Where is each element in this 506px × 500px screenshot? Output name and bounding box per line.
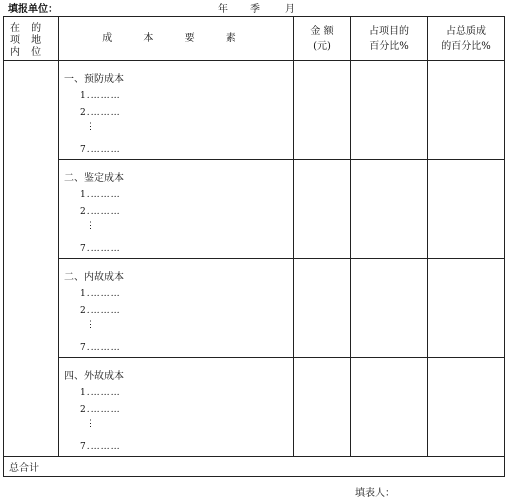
vertical-ellipsis: ⋮ [86, 122, 95, 132]
location-cell [4, 61, 59, 457]
vertical-ellipsis: ⋮ [86, 419, 95, 429]
section-item: 2.……… [80, 108, 121, 118]
section-item: 1.……… [80, 388, 121, 398]
section-item: 7.……… [80, 343, 121, 353]
total-percent-header-line-2: 的百分比% [441, 40, 491, 52]
item-percent-cell [351, 160, 428, 259]
amount-cell [294, 61, 351, 160]
location-header-line-2: 项 地 [10, 35, 46, 46]
item-percent-cell [351, 358, 428, 457]
section-item: 7.……… [80, 145, 121, 155]
total-percent-column-header [428, 17, 505, 61]
year-label: 年 [218, 4, 228, 15]
cost-section-appraisal [59, 160, 294, 259]
item-percent-cell [351, 259, 428, 358]
total-percent-cell [428, 61, 505, 160]
amount-column-header [294, 17, 351, 61]
season-label: 季 [250, 4, 260, 15]
section-item: 1.……… [80, 190, 121, 200]
report-header [0, 0, 506, 14]
amount-cell [294, 358, 351, 457]
section-title: 二、鉴定成本 [64, 173, 124, 184]
item-percent-cell [351, 61, 428, 160]
table-header-row [4, 17, 505, 61]
cost-elements-column-header: 成 本 要 素 [59, 17, 294, 61]
table-row [4, 61, 505, 160]
total-percent-cell [428, 358, 505, 457]
section-item: 2.……… [80, 207, 121, 217]
filler-signature-label: 填表人： [355, 488, 395, 499]
grand-total-row [4, 457, 505, 477]
location-column-header [4, 17, 59, 61]
reporting-unit-label: 填报单位： [8, 4, 58, 15]
section-title: 一、预防成本 [64, 74, 124, 85]
amount-cell [294, 160, 351, 259]
item-percent-header-line-2: 百分比% [369, 40, 409, 52]
section-title: 四、外故成本 [64, 371, 124, 382]
section-item: 7.……… [80, 442, 121, 452]
table-row [4, 259, 505, 358]
section-item: 1.……… [80, 289, 121, 299]
location-header-line-1: 在 的 [10, 23, 46, 34]
vertical-ellipsis: ⋮ [86, 320, 95, 330]
cost-section-prevention [59, 61, 294, 160]
cost-section-external-failure [59, 358, 294, 457]
section-item: 2.……… [80, 405, 121, 415]
quality-cost-table [3, 16, 505, 477]
month-label: 月 [285, 4, 295, 15]
total-percent-header-line-1: 占总质成 [446, 25, 486, 37]
section-item: 1.……… [80, 91, 121, 101]
item-percent-column-header [351, 17, 428, 61]
section-item: 7.……… [80, 244, 121, 254]
table-row [4, 358, 505, 457]
table-row [4, 160, 505, 259]
amount-header-line-2: (元) [313, 40, 331, 52]
cost-section-internal-failure [59, 259, 294, 358]
amount-header-line-1: 金 额 [310, 25, 334, 37]
section-item: 2.……… [80, 306, 121, 316]
location-header-line-3: 内 位 [10, 47, 46, 58]
vertical-ellipsis: ⋮ [86, 221, 95, 231]
total-percent-cell [428, 160, 505, 259]
total-percent-cell [428, 259, 505, 358]
item-percent-header-line-1: 占项目的 [369, 25, 409, 37]
grand-total-label: 总合计 [4, 457, 505, 477]
section-title: 二、内故成本 [64, 272, 124, 283]
amount-cell [294, 259, 351, 358]
